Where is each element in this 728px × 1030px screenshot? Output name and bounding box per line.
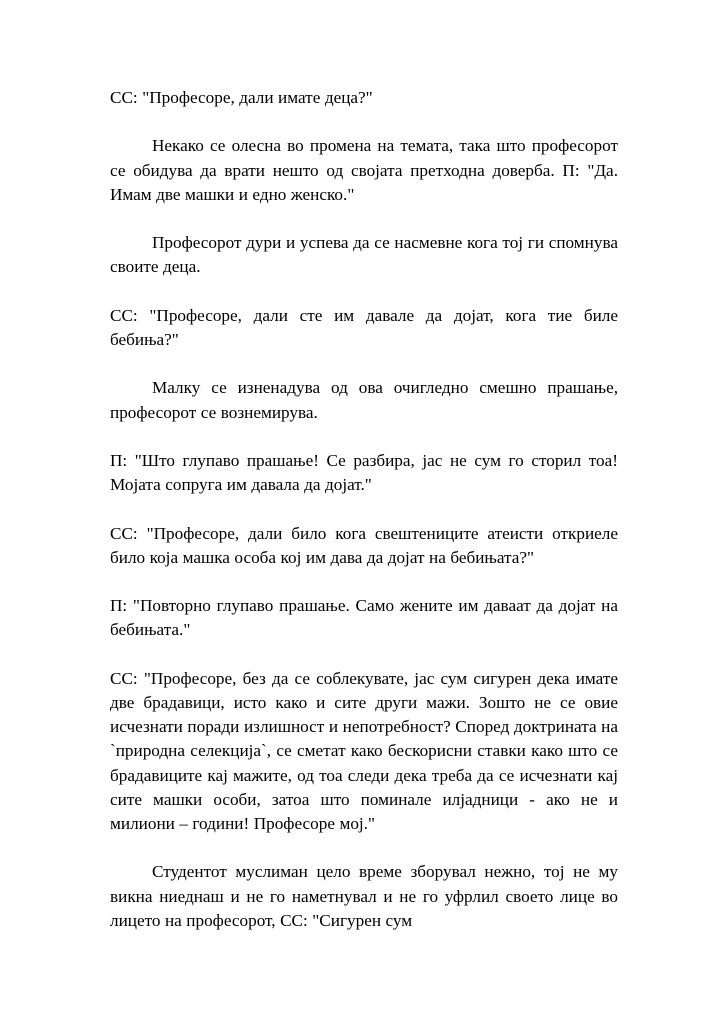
- paragraph-student-question-nursing: СС: "Професоре, дали сте им давале да дојат, кога тие биле бебиња?": [110, 305, 618, 349]
- paragraph-professor-answer-wife: П: "Што глупаво прашање! Се разбира, јас не сум го сторил тоа! Мојата сопруга им давала да дојат.": [110, 450, 618, 495]
- paragraph-professor-surprised: Малку се изненадува од ова очигледно смешно прашање, професорот се вознемирува.: [110, 378, 618, 422]
- document-page: [110, 86, 618, 933]
- paragraph-student-question-priests: СС: "Професоре, дали било кога свештениците атеисти откриеле било која машка особа кој им дава да дојат на бебињата?": [110, 523, 618, 567]
- paragraph-student-question-children: СС: "Професоре, дали имате деца?": [110, 88, 373, 107]
- paragraph-professor-smiles: Професорот дури и успева да се насмевне кога тој ги спомнува своите деца.: [110, 233, 618, 277]
- paragraph-topic-change: Некако се олесна во промена на темата, така што професорот се обидува да врати нешто од својата претходна доверба. П: "Да. Имам две машки и едно женско.": [110, 136, 618, 204]
- paragraph-professor-answer-women: П: "Повторно глупаво прашање. Само жените им даваат да дојат на бебињата.": [110, 596, 618, 640]
- paragraph-student-nipples-argument: СС: "Професоре, без да се соблекувате, јас сум сигурен дека имате две брадавици, исто како и сите други мажи. Зошто не се овие исчезнати поради излишност и непотребност? Според доктрината на `природна селекција`, се сметат како бескорисни ставки како што се брадавиците кај мажите, од тоа следи дека треба да се исчезнати кај сите машки особи, затоа што поминале илјадници - ако не и милиони – години! Професоре мој.": [110, 668, 618, 833]
- paragraph-student-speaks-gently: Студентот муслиман цело време зборувал нежно, тој не му викна ниеднаш и не го наметнувал и не го уфрлил своето лице во лицето на професорот, СС: "Сигурен сум: [110, 862, 618, 930]
